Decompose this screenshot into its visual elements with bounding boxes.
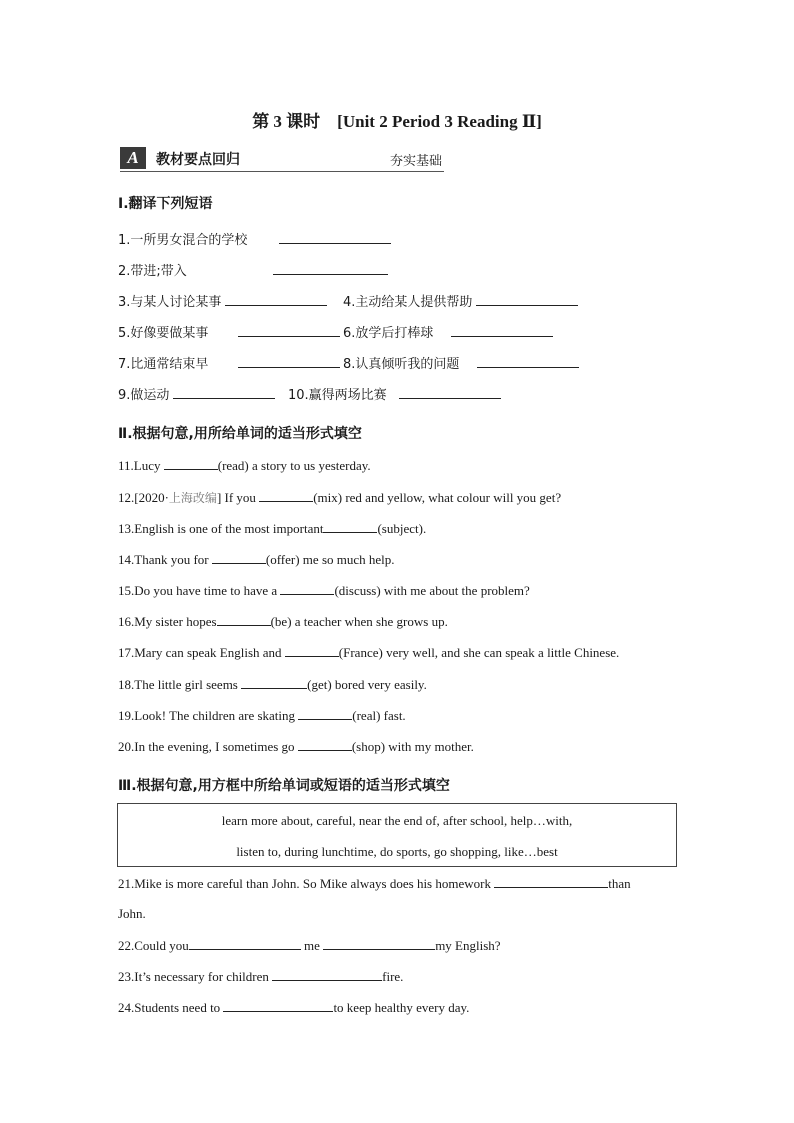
- answer-blank[interactable]: [225, 293, 327, 306]
- question-item: 19.Look! The children are skating (real) fast.: [118, 708, 406, 723]
- section-banner: [120, 147, 444, 172]
- answer-blank[interactable]: [298, 707, 352, 720]
- answer-blank[interactable]: [323, 520, 377, 533]
- phrase-item: 1.一所男女混合的学校: [118, 229, 391, 248]
- page-title: 第 3 课时 [Unit 2 Period 3 Reading Ⅱ]: [252, 112, 542, 131]
- phrase-item: 4.主动给某人提供帮助: [343, 291, 578, 310]
- answer-blank[interactable]: [164, 457, 218, 470]
- section3-heading: Ⅲ.根据句意,用方框中所给单词或短语的适当形式填空: [118, 778, 450, 794]
- source-note: 上海改编: [168, 491, 217, 505]
- answer-blank[interactable]: [451, 324, 553, 337]
- question-item: 16.My sister hopes (be) a teacher when she grows up.: [118, 614, 448, 629]
- phrase-item: 9.做运动: [118, 384, 275, 403]
- question-item: 24.Students need to to keep healthy every day.: [118, 1000, 470, 1015]
- phrase-item: 8.认真倾听我的问题: [343, 353, 579, 372]
- answer-blank[interactable]: [280, 582, 334, 595]
- question-item: 21.Mike is more careful than John. So Mike always does his homework than: [118, 876, 631, 891]
- answer-blank[interactable]: [477, 355, 579, 368]
- answer-blank[interactable]: [272, 968, 382, 981]
- phrase-item: 5.好像要做某事: [118, 322, 340, 341]
- question-item: 14.Thank you for (offer) me so much help.: [118, 552, 395, 567]
- section1-heading: Ⅰ.翻译下列短语: [118, 196, 213, 212]
- question-continuation: John.: [118, 906, 146, 921]
- question-item: 23.It’s necessary for children fire.: [118, 969, 404, 984]
- phrase-item: 6.放学后打棒球: [343, 322, 553, 341]
- answer-blank[interactable]: [217, 613, 271, 626]
- answer-blank[interactable]: [189, 937, 301, 950]
- answer-blank[interactable]: [273, 262, 388, 275]
- answer-blank[interactable]: [173, 386, 275, 399]
- question-item: 12.[2020·上海改编] If you (mix) red and yellow, what colour will you get?: [118, 490, 562, 505]
- answer-blank[interactable]: [238, 355, 340, 368]
- phrase-item: 3.与某人讨论某事: [118, 291, 327, 310]
- question-item: 18.The little girl seems (get) bored very easily.: [118, 677, 427, 692]
- banner-right-label: 夯实基础: [389, 154, 442, 169]
- answer-blank[interactable]: [238, 324, 340, 337]
- answer-blank[interactable]: [223, 999, 333, 1012]
- word-box: [117, 803, 677, 867]
- question-item: 20.In the evening, I sometimes go (shop) with my mother.: [118, 739, 474, 754]
- answer-blank[interactable]: [494, 875, 608, 888]
- answer-blank[interactable]: [279, 231, 391, 244]
- answer-blank[interactable]: [476, 293, 578, 306]
- question-item: 13.English is one of the most important (subject).: [118, 521, 427, 536]
- phrase-item: 2.带进;带入: [118, 260, 388, 279]
- answer-blank[interactable]: [399, 386, 501, 399]
- answer-blank[interactable]: [298, 738, 352, 751]
- banner-a-icon: A: [120, 147, 146, 169]
- answer-blank[interactable]: [323, 937, 435, 950]
- question-item: 17.Mary can speak English and (France) very well, and she can speak a little Chinese.: [118, 645, 620, 660]
- answer-blank[interactable]: [259, 489, 313, 502]
- answer-blank[interactable]: [212, 551, 266, 564]
- question-item: 11.Lucy (read) a story to us yesterday.: [118, 458, 371, 473]
- answer-blank[interactable]: [285, 644, 339, 657]
- banner-label: 教材要点回归: [156, 152, 240, 168]
- word-box-line: listen to, during lunchtime, do sports, go shopping, like…best: [236, 844, 558, 859]
- word-box-line: learn more about, careful, near the end of, after school, help…with,: [221, 813, 573, 828]
- section2-heading: Ⅱ.根据句意,用所给单词的适当形式填空: [118, 426, 362, 442]
- question-item: 15.Do you have time to have a (discuss) with me about the problem?: [118, 583, 530, 598]
- answer-blank[interactable]: [241, 676, 307, 689]
- phrase-item: 10.赢得两场比赛: [288, 384, 501, 403]
- question-item: 22.Could you me my English?: [118, 938, 501, 953]
- phrase-item: 7.比通常结束早: [118, 353, 340, 372]
